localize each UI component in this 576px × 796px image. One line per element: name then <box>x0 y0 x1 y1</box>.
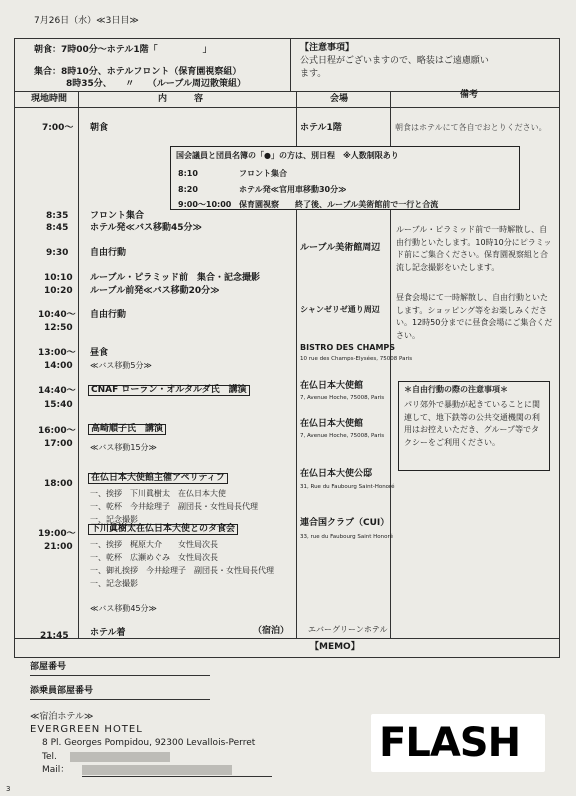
mail-redacted <box>82 765 232 775</box>
row-address: 7, Avenue Hoche, 75008, Paris <box>300 395 385 401</box>
row-address: 31, Rue du Faubourg Saint-Honoré <box>300 484 395 490</box>
row-item: 一、挨拶 下川眞樹太 在仏日本大使 <box>90 489 226 498</box>
row-venue: 在仏日本大使公邸 <box>300 469 373 479</box>
row-text: 自由行動 <box>90 248 127 258</box>
note-free-time-2: 昼食会場にて一時解散し、自由行動といたします。ショッピング等をお楽しみください。12時50分までに昼食会場にご集合ください。 <box>396 293 553 340</box>
room-number-label: 部屋番号 <box>30 662 67 672</box>
row-item: 一、乾杯 広瀬めぐみ 女性局次長 <box>90 553 218 562</box>
date-header: 7月26日（水）≪3日目≫ <box>34 16 139 26</box>
row-venue: エバーグリーンホテル <box>308 625 388 634</box>
row-text-boxed: CNAF ローラン・オルタルダ氏 講演 <box>88 385 250 396</box>
row-venue: ルーブル美術館周辺 <box>300 243 381 253</box>
row-time: 16:00～ <box>38 426 76 436</box>
row-time: 19:00～ <box>38 529 76 539</box>
row-time: 7:00～ <box>42 123 74 133</box>
row-item: 一、記念撮影 <box>90 515 138 524</box>
room-number-line <box>30 675 210 676</box>
row-address: 33, rue du Faubourg Saint Honoré <box>300 534 394 540</box>
flash-logo-text: FLASH <box>379 720 521 766</box>
col-time: 現地時間 <box>31 94 68 104</box>
top-divider <box>290 38 291 91</box>
row-text: 昼食 <box>90 348 109 358</box>
row-time: 10:20 <box>44 286 73 296</box>
row-time: 12:50 <box>44 323 73 333</box>
mail-label: Mail： <box>42 765 70 775</box>
row-time: 10:40～ <box>38 310 76 320</box>
row-time: 21:45 <box>40 631 69 641</box>
special-time: 8:20 <box>178 185 198 194</box>
hotel-address: 8 Pl. Georges Pompidou, 92300 Levallois-Perret <box>42 738 256 748</box>
row-text: 自由行動 <box>90 310 127 320</box>
page-number: 3 <box>6 785 11 793</box>
special-text: 保育園視察 終了後、ルーブル美術館前で一行と合流 <box>239 200 439 209</box>
frame-right <box>559 38 560 658</box>
breakfast-line: 朝食：7時00分～ホテル1階「 」 <box>34 45 212 55</box>
col-venue: 会場 <box>330 94 349 104</box>
row-venue: シャンゼリゼ通り周辺 <box>300 305 380 314</box>
tel-label: Tel. <box>42 752 57 762</box>
row-address: 10 rue des Champs-Elysées, 75008 Paris <box>300 356 413 362</box>
note-free-time-1: ルーブル・ピラミッド前で一時解散し、自由行動といたします。10時10分にピラミッド前にご集合ください。保育園視察組と合流し記念撮影をいたします。 <box>396 225 552 272</box>
col-notes: 備考 <box>460 90 479 100</box>
memo-line <box>14 638 560 639</box>
col-line-1 <box>78 91 79 639</box>
row-text: ルーブル・ピラミッド前 集合・記念撮影 <box>90 273 261 283</box>
row-text: ホテル着 <box>90 628 126 638</box>
staff-room-label: 添乗員部屋番号 <box>30 686 94 696</box>
row-time: 8:45 <box>46 223 69 233</box>
notice-title: 【注意事項】 <box>300 43 355 53</box>
row-address: 7, Avenue Hoche, 75008, Paris <box>300 433 385 439</box>
memo-label: 【MEMO】 <box>310 642 360 652</box>
notice-line-2: ます。 <box>300 69 327 79</box>
mail-line <box>82 776 272 777</box>
frame-left <box>14 38 15 658</box>
staff-room-line <box>30 699 210 700</box>
row-item: 一、挨拶 梶原大介 女性局次長 <box>90 540 218 549</box>
col-content: 内 容 <box>158 94 204 104</box>
row-time: 15:40 <box>44 400 73 410</box>
row-venue: ホテル1階 <box>300 123 342 133</box>
row-venue: 在仏日本大使館 <box>300 381 364 391</box>
row-text: フロント集合 <box>90 211 145 221</box>
flash-logo <box>371 714 545 772</box>
row-item: 一、乾杯 今井絵理子 副団長・女性局長代理 <box>90 502 258 511</box>
row-text: ホテル発≪バス移動45分≫ <box>90 223 202 233</box>
row-time: 14:00 <box>44 361 73 371</box>
row-stay: （宿泊） <box>253 626 290 636</box>
row-venue: 在仏日本大使館 <box>300 419 364 429</box>
row-text: 朝食 <box>90 123 109 133</box>
frame-top <box>14 38 560 39</box>
hotel-name: EVERGREEN HOTEL <box>30 724 143 735</box>
free-action-title: ＊自由行動の際の注意事項＊ <box>404 385 508 394</box>
row-time: 14:40～ <box>38 386 76 396</box>
row-item: 一、記念撮影 <box>90 579 138 588</box>
row-time: 21:00 <box>44 542 73 552</box>
header-bottom-line <box>14 107 560 108</box>
row-text-boxed: 高崎順子氏 講演 <box>88 424 166 435</box>
top-bottom-line <box>14 91 560 92</box>
row-text-boxed: 在仏日本大使館主催アペリティフ <box>88 473 228 484</box>
row-text: ルーブル前発≪バス移動20分≫ <box>90 286 220 296</box>
row-item: 一、御礼挨拶 今井絵理子 副団長・女性局長代理 <box>90 566 274 575</box>
special-text: ホテル発≪官用車移動30分≫ <box>239 185 347 194</box>
free-action-body: パリ郊外で暴動が起きていることに関連して、地下鉄等の公共交通機関の利用はお控えいただき、グループ等でタクシーをご利用ください。 <box>404 400 540 447</box>
tel-redacted <box>70 752 170 762</box>
notice-line-1: 公式日程がございますので、略装はご遠慮願い <box>300 56 489 66</box>
memo-bottom-line <box>14 657 560 658</box>
row-subtext: ≪バス移動45分≫ <box>90 604 157 613</box>
gather-line-1: 集合：8時10分、ホテルフロント（保育園視察組） <box>34 67 242 77</box>
row-time: 9:30 <box>46 248 69 258</box>
special-text: フロント集合 <box>239 169 287 178</box>
row-subtext: ≪バス移動5分≫ <box>90 361 152 370</box>
special-title: 国会議員と団員名簿の「●」の方は、別日程 ※人数制限あり <box>176 151 399 160</box>
hotel-label: ≪宿泊ホテル≫ <box>30 712 94 722</box>
row-text-boxed: 下川眞樹太在仏日本大使とのタ食会 <box>88 524 238 535</box>
row-note: 朝食はホテルにて各自でおとりください。 <box>395 123 547 132</box>
row-subtext: ≪バス移動15分≫ <box>90 443 157 452</box>
gather-line-2: 8時35分、 〃 （ルーブル周辺散策組） <box>66 79 246 89</box>
row-time: 13:00～ <box>38 348 76 358</box>
row-time: 8:35 <box>46 211 69 221</box>
row-time: 10:10 <box>44 273 73 283</box>
special-time: 8:10 <box>178 169 198 178</box>
row-venue: BISTRO DES CHAMPS <box>300 343 396 352</box>
special-time: 9:00～10:00 <box>178 200 232 209</box>
row-time: 18:00 <box>44 479 73 489</box>
row-time: 17:00 <box>44 439 73 449</box>
row-venue: 連合国クラブ（CUI） <box>300 518 390 528</box>
